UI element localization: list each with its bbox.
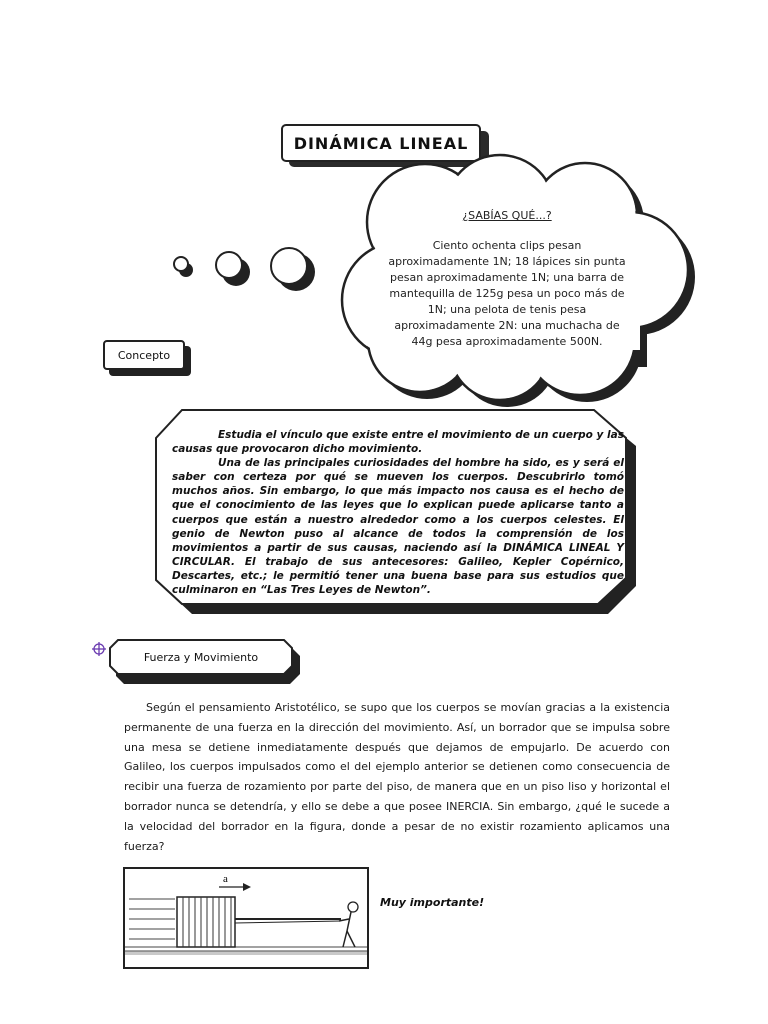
concept-paragraph: Una de las principales curiosidades del hombre ha sido, es y será el saber con certeza por qué se mueven los cuerpos. Descubrirlo tomó muchos años. Sin embargo, lo que más impacto nos causa es el hecho de que el conocimiento de las leyes que lo explican puede aplicarse tanto a cuerpos que están a nuestro alrededor como a los cuerpos celestes. El genio de Newton puso al alcance de todos la comprensión de los movimientos a partir de sus causas, naciendo así la DINÁMICA LINEAL Y CIRCULAR. El trabajo de sus antecesores: Galileo, Kepler Copérnico, Descartes, etc.; le permitió tener una buena base para sus estudios que culminaron en “Las Tres Leyes de Newton”.	[172, 457, 624, 597]
accel-label: a	[223, 873, 228, 885]
floor-hatching	[125, 947, 367, 951]
page-title: DINÁMICA LINEAL	[281, 124, 481, 162]
left-hatching	[129, 899, 175, 939]
concept-label: Concepto	[103, 340, 185, 370]
eraser-diagram	[123, 867, 369, 969]
cloud-heading: ¿SABÍAS QUÉ...?	[462, 209, 552, 222]
concept-paragraph: Estudia el vínculo que existe entre el movimiento de un cuerpo y las causas que provocaron dicho movimiento.	[172, 429, 624, 456]
eraser-block	[177, 897, 235, 947]
rope-shadow	[235, 921, 341, 923]
section-label: Fuerza y Movimiento	[143, 650, 259, 664]
diagram-drawing	[125, 869, 367, 967]
body-paragraph	[124, 698, 670, 856]
person-leg	[347, 931, 355, 947]
body-text: Según el pensamiento Aristotélico, se supo que los cuerpos se movían gracias a la existencia permanente de una fuerza en la dirección del movimiento. Así, un borrador que se impulsa sobre una mesa se detiene inmediatamente después que dejamos de empujarlo. De acuerdo con Galileo, los cuerpos impulsados como el del ejemplo anterior se detienen como consecuencia de recibir una fuerza de rozamiento por parte del piso, de manera que en un piso liso y horizontal el borrador nunca se detendría, y ello se debe a que posee INERCIA. Sin embargo, ¿qué le sucede a la velocidad del borrador en la figura, donde a pesar de no existir rozamiento aplicamos una fuerza?	[124, 701, 670, 853]
accel-arrow-head	[243, 883, 251, 891]
important-note: Muy importante!	[380, 896, 485, 909]
person-head	[348, 902, 358, 912]
cloud-text: Ciento ochenta clips pesan aproximadamente 1N; 18 lápices sin punta pesan aproximadamente 1N; una barra de mantequilla de 125g pesa un poco más de 1N; una pelota de tenis pesa aproximadamente 2N: una muchacha de 44g pesa aproximadamente 500N.	[388, 239, 626, 348]
person-body	[347, 912, 351, 931]
floor-texture	[125, 951, 367, 955]
person-leg	[343, 931, 347, 947]
